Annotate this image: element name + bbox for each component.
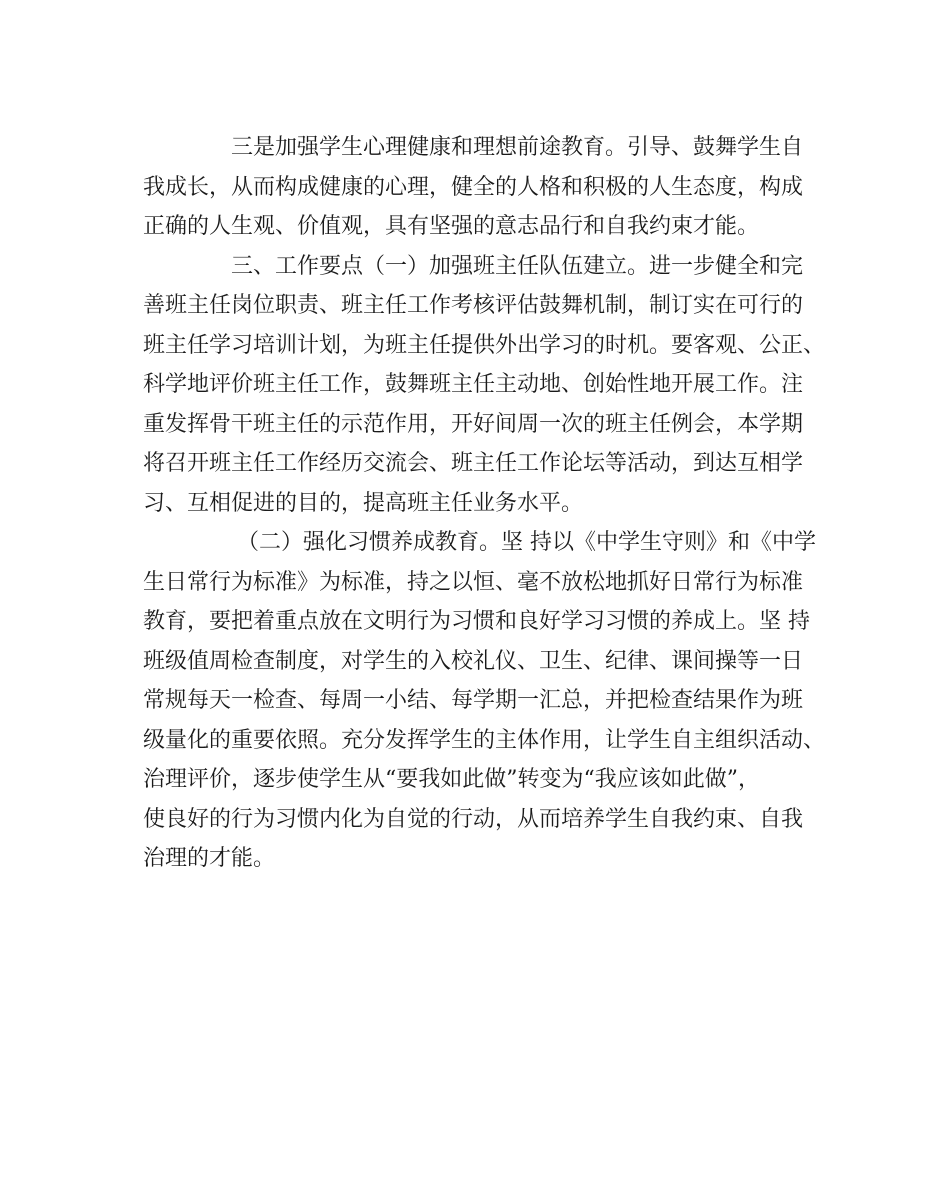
paragraph-mental-health (143, 128, 815, 247)
text-line: 善班主任岗位职责、班主任工作考核评估鼓舞机制，制订实在可行的 (143, 293, 804, 318)
text-line: 重发挥骨干班主任的示范作用，开好间周一次的班主任例会，本学期 (143, 411, 804, 437)
paragraph-work-points (143, 247, 826, 524)
text-line: 科学地评价班主任工作，鼓舞班主任主动地、创始性地开展工作。注 (143, 372, 804, 397)
text-line: 三、工作要点（一）加强班主任队伍建立。进一步健全和完 (231, 253, 804, 279)
text-line: 治理评价，逐步使学生从“要我如此做”转变为“我应该如此做”， (143, 767, 760, 792)
text-line: 级量化的重要依照。充分发挥学生的主体作用，让学生自主组织活动、 (143, 727, 826, 753)
text-line: 将召开班主任工作经历交流会、班主任工作论坛等活动，到达互相学 (143, 451, 804, 476)
text-line: 正确的人生观、价值观，具有坚强的意志品行和自我约束才能。 (143, 214, 760, 239)
text-line: （二）强化习惯养成教育。坚 持以《中学生守则》和《中学 (237, 530, 816, 555)
text-line: 教育，要把着重点放在文明行为习惯和良好学习习惯的养成上。坚 持 (143, 609, 810, 634)
text-line: 治理的才能。 (143, 846, 276, 871)
text-line: 班级值周检查制度，对学生的入校礼仪、卫生、纪律、课间操等一日 (143, 648, 804, 674)
text-line: 三是加强学生心理健康和理想前途教育。引导、鼓舞学生自 (231, 135, 804, 160)
text-line: 习、互相促进的目的，提高班主任业务水平。 (143, 490, 584, 516)
text-line: 班主任学习培训计划，为班主任提供外出学习的时机。要客观、公正、 (143, 332, 826, 358)
text-line: 常规每天一检查、每周一小结、每学期一汇总，并把检查结果作为班 (143, 688, 804, 713)
paragraph-habit-education (143, 523, 826, 879)
text-line: 生日常行为标准》为标准，持之以恒、毫不放松地抓好日常行为标准 (143, 569, 804, 595)
text-line: 我成长，从而构成健康的心理，健全的人格和积极的人生态度，构成 (143, 174, 804, 200)
text-line: 使良好的行为习惯内化为自觉的行动，从而培养学生自我约束、自我 (143, 806, 804, 832)
document-body (143, 128, 826, 879)
